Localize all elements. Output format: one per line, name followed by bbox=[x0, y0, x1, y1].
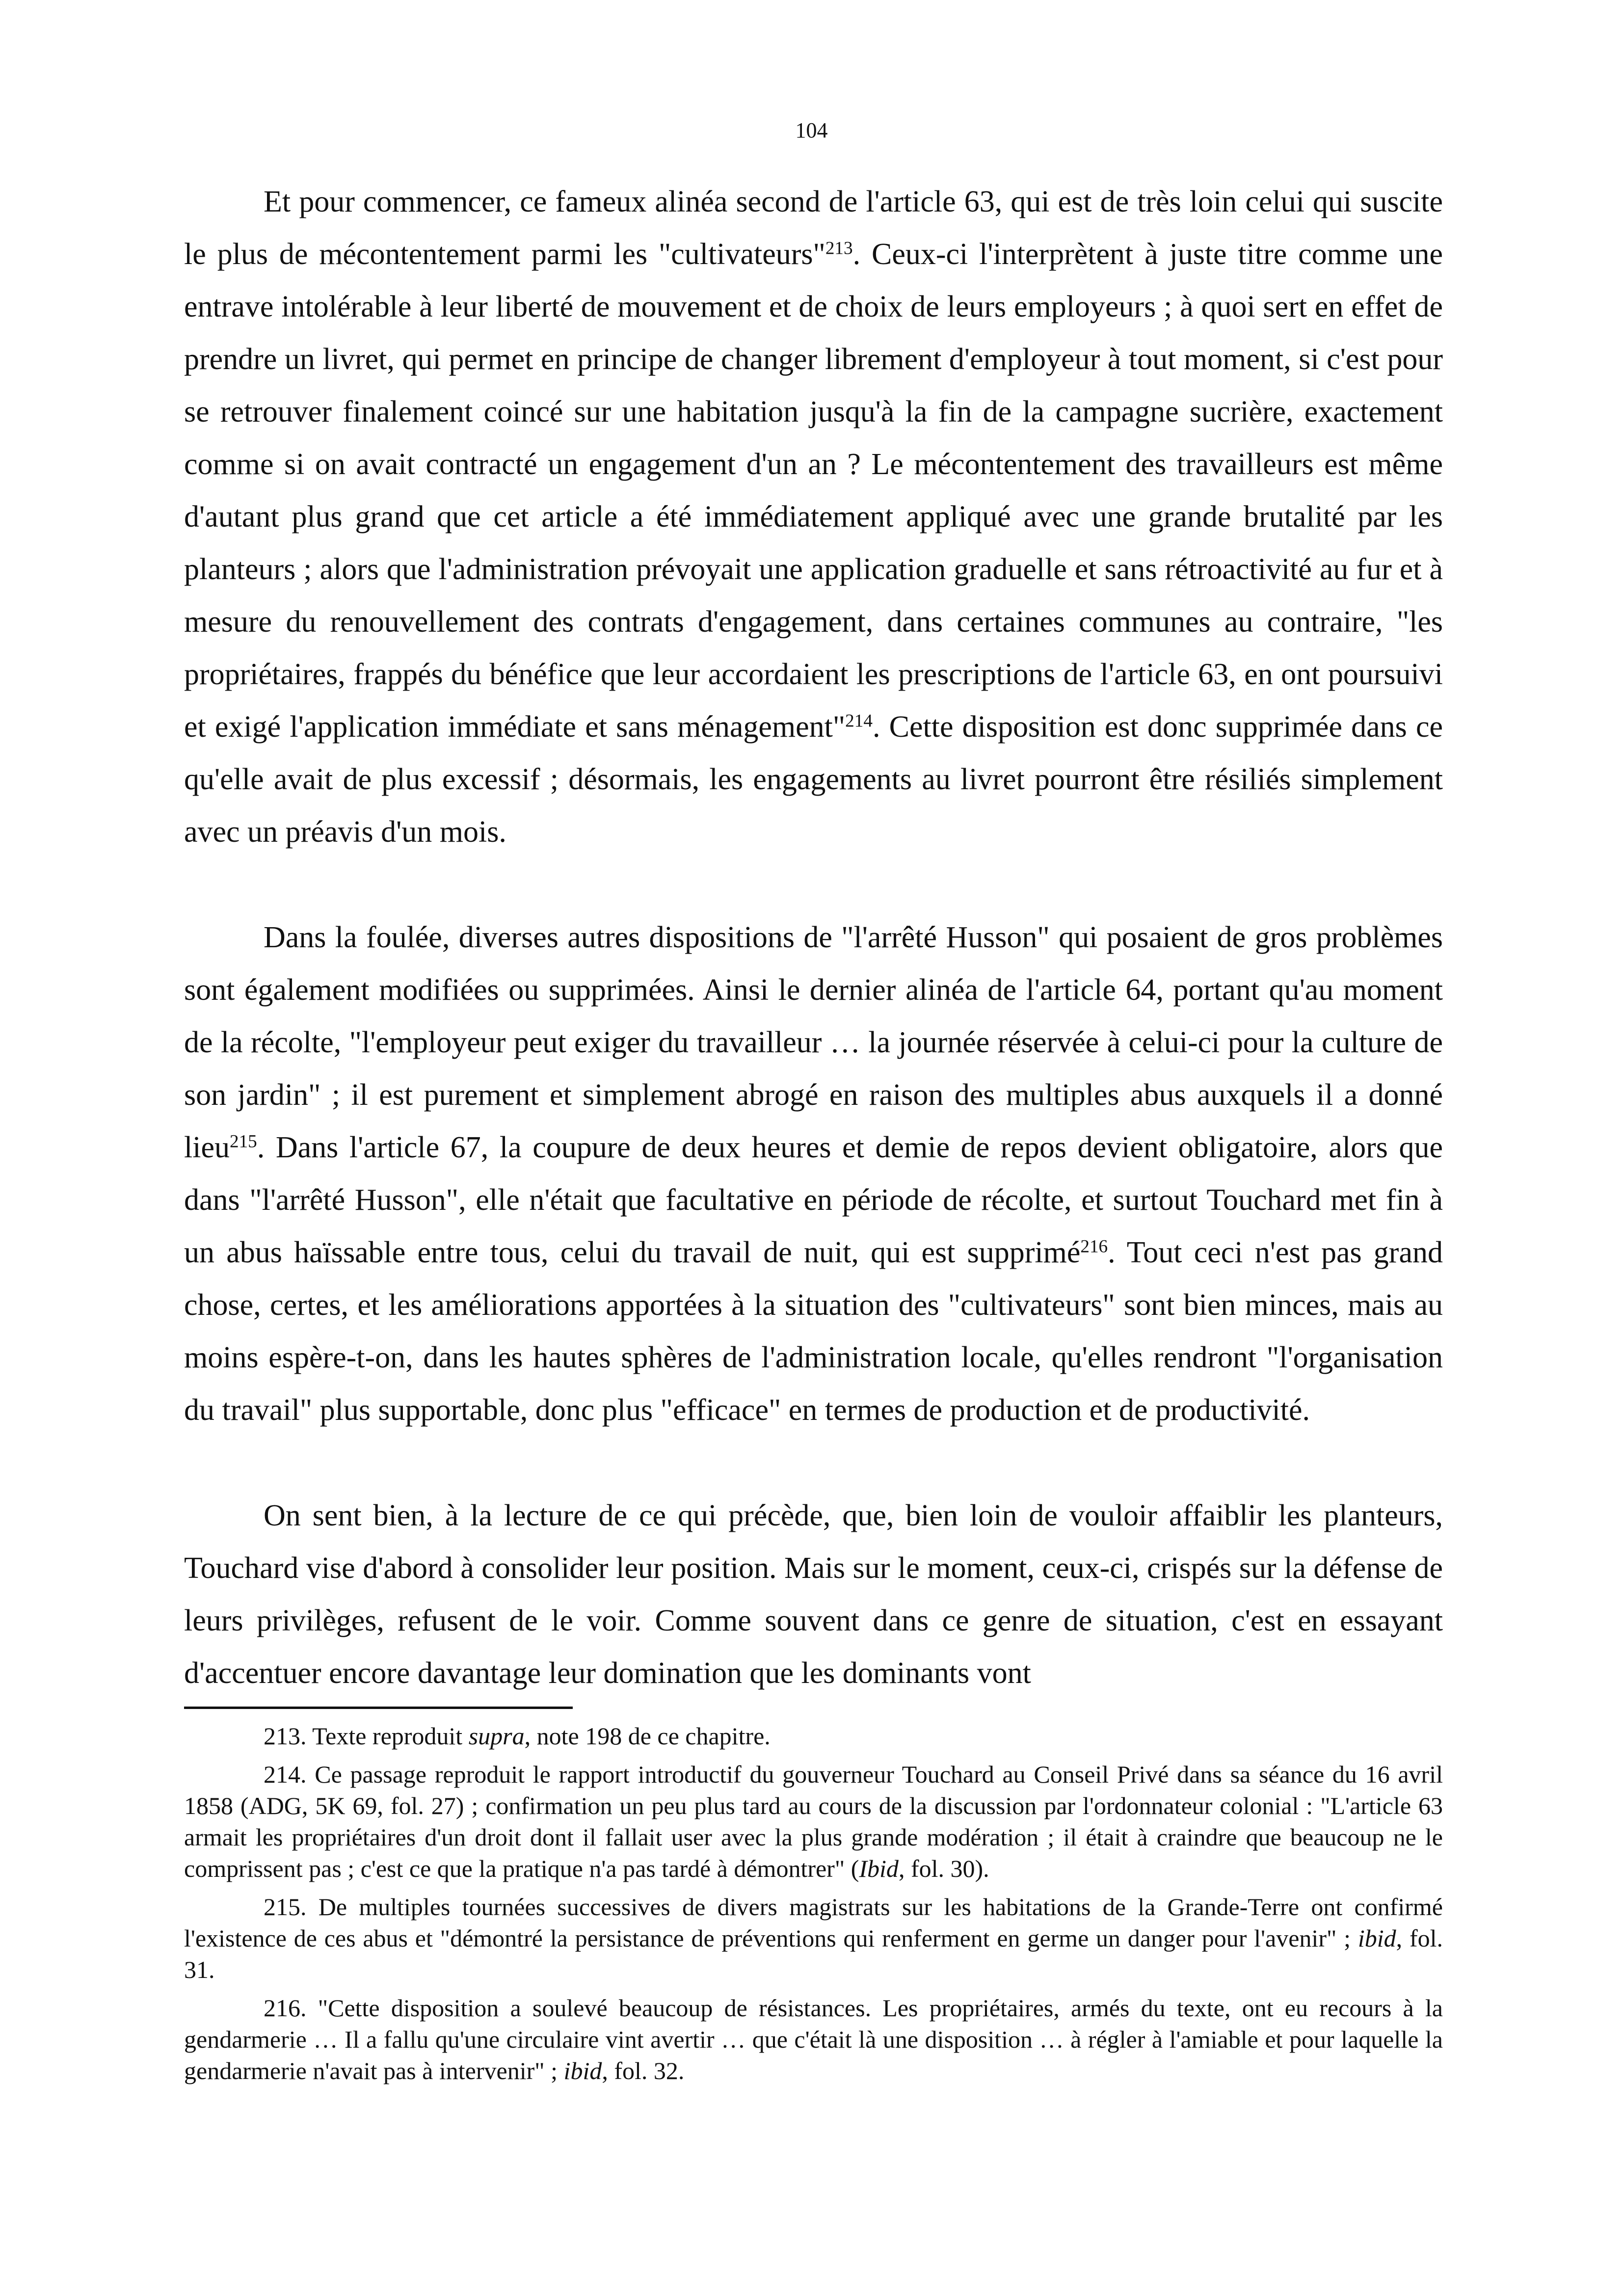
footnotes bbox=[184, 1720, 1443, 2086]
footnote-separator bbox=[184, 1707, 573, 1709]
paragraph-text: . Cette disposition est donc supprimée dans ce qu'elle avait de plus excessif ; désormais, les engagements au livret pourront être résiliés simplement avec un préavis d'un mois. bbox=[184, 710, 1443, 849]
footnote-text: , note 198 de ce chapitre. bbox=[524, 1722, 771, 1750]
footnote bbox=[184, 1891, 1443, 1985]
footnote-italic: Ibid bbox=[859, 1855, 899, 1882]
footnote-text: , fol. 32. bbox=[602, 2057, 685, 2084]
footnote-text: 214. Ce passage reproduit le rapport introductif du gouverneur Touchard au Conseil Privé dans sa séance du 16 avril 1858 (ADG, 5K 69, fol. 27) ; confirmation un peu plus tard au cours de la discussion par l'ordonnateur colonial : "L'article 63 armait les propriétaires d'un droit dont il fallait user avec la plus grande modération ; il était à craindre que beaucoup ne le comprissent pas ; c'est ce que la pratique n'a pas tardé à démontrer" ( bbox=[184, 1761, 1443, 1882]
footnote-italic: ibid bbox=[1357, 1924, 1396, 1952]
footnote-ref: 215 bbox=[229, 1131, 257, 1152]
paragraph-text: . Ceux-ci l'interprètent à juste titre comme une entrave intolérable à leur liberté de mouvement et de choix de leurs employeurs ; à quoi sert en effet de prendre un livret, qui permet en principe de changer librement d'employeur à tout moment, si c'est pour se retrouver finalement coincé sur une habitation jusqu'à la fin de la campagne sucrière, exactement comme si on avait contracté un engagement d'un an ? Le mécontentement des travailleurs est même d'autant plus grand que cet article a été immédiatement appliqué avec une grande brutalité par les planteurs ; alors que l'administration prévoyait une application graduelle et sans rétroactivité au fur et à mesure du renouvellement des contrats d'engagement, dans certaines communes au contraire, "les propriétaires, frappés du bénéfice que leur accordaient les prescriptions de l'article 63, en ont poursuivi et exigé l'application immédiate et sans ménagement" bbox=[184, 238, 1443, 744]
page-number: 104 bbox=[795, 118, 828, 142]
main-text bbox=[184, 176, 1443, 1700]
paragraph-text: On sent bien, à la lecture de ce qui précède, que, bien loin de vouloir affaiblir les planteurs, Touchard vise d'abord à consolider leur position. Mais sur le moment, ceux-ci, crispés sur la défense de leurs privilèges, refusent de le voir. Comme souvent dans ce genre de situation, c'est en essayant d'accentuer encore davantage leur domination que les dominants vont bbox=[184, 1499, 1443, 1690]
footnote-text: , fol. 30). bbox=[898, 1855, 989, 1882]
paragraph-text: . Tout ceci n'est pas grand chose, certes, et les améliorations apportées à la situation des "cultivateurs" sont bien minces, mais au moins espère-t-on, dans les hautes sphères de l'administration locale, qu'elles rendront "l'organisation du travail" plus supportable, donc plus "efficace" en termes de production et de productivité. bbox=[184, 1236, 1443, 1427]
footnote-ref: 216 bbox=[1080, 1236, 1108, 1257]
footnote bbox=[184, 1992, 1443, 2086]
paragraph-text: . Dans l'article 67, la coupure de deux heures et demie de repos devient obligatoire, alors que dans "l'arrêté Husson", elle n'était que facultative en période de récolte, et surtout Touchard met fin à un abus haïssable entre tous, celui du travail de nuit, qui est supprimé bbox=[184, 1131, 1443, 1269]
footnote-italic: supra bbox=[468, 1722, 525, 1750]
footnote-ref: 213 bbox=[825, 238, 853, 259]
paragraph bbox=[184, 1490, 1443, 1700]
footnote-text: 215. De multiples tournées successives de divers magistrats sur les habitations de la Grande-Terre ont confirmé l'existence de ces abus et "démontré la persistance de préventions qui renferment en germe un danger pour l'avenir" ; bbox=[184, 1893, 1443, 1952]
paragraph-text: Dans la foulée, diverses autres dispositions de "l'arrêté Husson" qui posaient de gros problèmes sont également modifiées ou supprimées. Ainsi le dernier alinéa de l'article 64, portant qu'au moment de la récolte, "l'employeur peut exiger du travailleur … la journée réservée à celui-ci pour la culture de son jardin" ; il est purement et simplement abrogé en raison des multiples abus auxquels il a donné lieu bbox=[184, 921, 1443, 1164]
paragraph-text: Et pour commencer, ce fameux alinéa second de l'article 63, qui est de très loin celui qui suscite le plus de mécontentement parmi les "cultivateurs" bbox=[184, 185, 1443, 271]
paragraph bbox=[184, 911, 1443, 1437]
paragraph bbox=[184, 176, 1443, 858]
footnote-ref: 214 bbox=[845, 711, 873, 731]
footnote-text: 216. "Cette disposition a soulevé beaucoup de résistances. Les propriétaires, armés du texte, ont eu recours à la gendarmerie … Il a fallu qu'une circulaire vint avertir … que c'était là une disposition … à régler à l'amiable et pour laquelle la gendarmerie n'avait pas à intervenir" ; bbox=[184, 1994, 1443, 2084]
footnote-text: , fol. 31. bbox=[184, 1924, 1443, 1983]
footnote bbox=[184, 1720, 1443, 1752]
footnote-italic: ibid bbox=[563, 2057, 602, 2084]
footnote-text: 213. Texte reproduit bbox=[264, 1722, 469, 1750]
footnote bbox=[184, 1759, 1443, 1884]
